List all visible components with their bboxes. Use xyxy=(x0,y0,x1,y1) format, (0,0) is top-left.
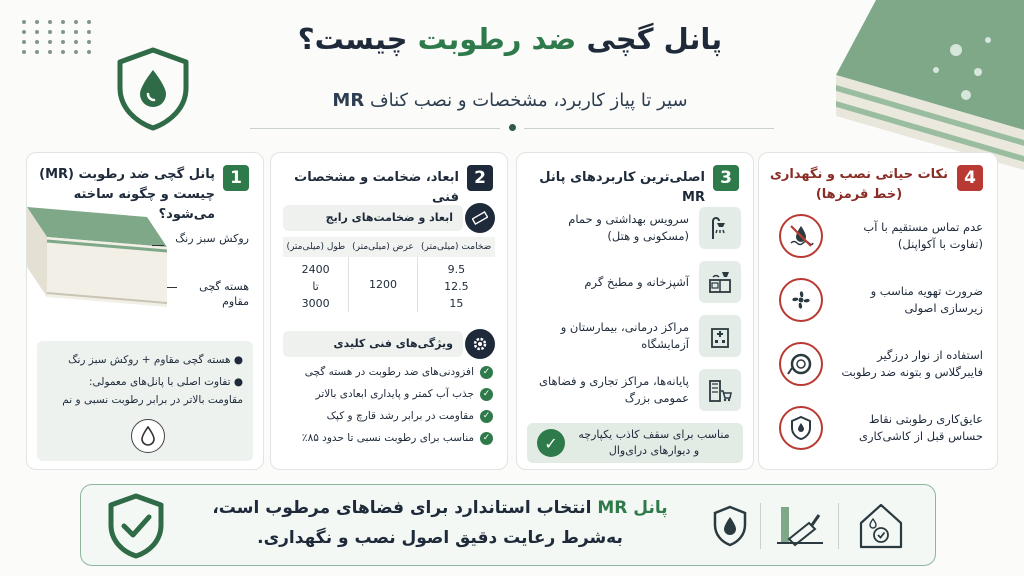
bullet-text: هسته گچی مقاوم + روکش سبز رنگ xyxy=(68,354,231,366)
coating-pointer xyxy=(152,245,164,246)
shield-drop-icon xyxy=(711,505,749,551)
feature-text: جذب آب کمتر و پایداری ابعادی بالاتر xyxy=(315,388,474,400)
card-title xyxy=(769,165,949,205)
bullet-text: تفاوت اصلی با پانل‌های معمولی: xyxy=(88,376,231,388)
application-text: سرویس بهداشتی و حمام (مسکونی و هتل) xyxy=(568,212,689,243)
length-values xyxy=(283,257,349,312)
col-thickness: ضخامت (میلی‌متر) xyxy=(421,242,492,252)
shield-check-icon xyxy=(105,493,167,563)
tip-item xyxy=(773,271,983,329)
col-width: عرض (میلی‌متر) xyxy=(352,242,414,252)
title-divider-right xyxy=(524,128,774,129)
application-item xyxy=(529,259,741,305)
application-text: مراکز درمانی، بیمارستان و آزمایشگاه xyxy=(560,320,689,351)
label-green-coating: روکش سبز رنگ xyxy=(175,232,249,245)
card-title-sub: (خط قرمزها) xyxy=(815,187,903,202)
no-water-icon xyxy=(779,214,823,258)
feature-text: مقاومت در برابر رشد قارچ و کپک xyxy=(326,410,474,422)
card-title: اصلی‌ترین کاربردهای پانل MR xyxy=(539,170,705,205)
check-circle-icon: ✓ xyxy=(537,429,565,457)
features-title: ویژگی‌های فنی کلیدی xyxy=(283,331,463,357)
feature-item xyxy=(281,365,493,379)
subtitle-mr: MR xyxy=(332,90,365,111)
thickness-value: 15 xyxy=(449,297,464,310)
dimensions-table xyxy=(283,237,495,312)
check-icon: ✓ xyxy=(480,366,493,379)
footer-mr: پانل MR xyxy=(597,498,668,518)
tip-text: ضرورت تهویه مناسب و زیرسازی اصولی xyxy=(870,284,983,315)
bullet-detail: مقاومت بالاتر در برابر رطوبت نسبی و نم xyxy=(62,394,243,406)
ruler-icon xyxy=(465,203,495,233)
check-icon: ✓ xyxy=(480,432,493,445)
card-number: 3 xyxy=(713,165,739,191)
footer-line1-rest: انتخاب استاندارد برای فضاهای مرطوب است، xyxy=(212,498,592,518)
application-text: پایانه‌ها، مراکز تجاری و فضاهای عمومی بزرگ xyxy=(539,374,689,405)
application-item xyxy=(529,367,741,413)
thickness-value: 12.5 xyxy=(444,280,469,293)
feature-item xyxy=(281,431,493,445)
card-applications xyxy=(516,152,754,470)
width-value: 1200 xyxy=(349,257,418,312)
thickness-value: 9.5 xyxy=(447,263,466,276)
length-value: تا xyxy=(312,280,319,293)
title-divider-left xyxy=(250,128,500,129)
feature-item xyxy=(281,387,493,401)
application-note xyxy=(527,423,743,463)
feature-text: افزودنی‌های ضد رطوبت در هسته گچی xyxy=(304,366,474,378)
application-item xyxy=(529,313,741,359)
title-part2: چیست؟ xyxy=(297,22,408,56)
title-divider-dot xyxy=(509,124,516,131)
drop-icon xyxy=(131,419,165,453)
decorative-dots xyxy=(22,20,94,54)
bullet-item: ● هسته گچی مقاوم + روکش سبز رنگ xyxy=(68,354,243,366)
tip-text: استفاده از نوار درزگیر فایبرگلاس و بتونه ضد رطوبت xyxy=(841,348,983,379)
dims-title: ابعاد و ضخامت‌های رایج xyxy=(283,205,463,231)
card1-notes xyxy=(37,341,253,461)
footer-divider xyxy=(760,503,761,549)
shield-drop-icon xyxy=(108,44,198,138)
gear-icon xyxy=(465,329,495,359)
application-item xyxy=(529,205,741,251)
tip-item xyxy=(773,207,983,265)
hospital-icon xyxy=(699,315,741,357)
check-icon: ✓ xyxy=(480,388,493,401)
subtitle-text: سیر تا پیاز کاربرد، مشخصات و نصب کناف xyxy=(369,90,688,111)
feature-text: مناسب برای رطوبت نسبی تا حدود ۸۵٪ xyxy=(301,432,474,444)
house-check-icon xyxy=(857,501,905,555)
wall-trowel-icon xyxy=(775,503,825,553)
title-part1: پانل گچی xyxy=(586,22,723,56)
feature-item xyxy=(281,409,493,423)
building-cart-icon xyxy=(699,369,741,411)
tip-item xyxy=(773,399,983,457)
kitchen-icon xyxy=(699,261,741,303)
page-title xyxy=(200,22,820,56)
title-highlight: ضد رطوبت xyxy=(417,22,577,56)
footer-line1 xyxy=(201,493,679,523)
page-subtitle xyxy=(200,90,820,111)
footer-text xyxy=(201,493,679,553)
shield-water-icon xyxy=(779,406,823,450)
card-title-text: نکات حیاتی نصب و نگهداری xyxy=(769,167,948,182)
footer-summary xyxy=(80,484,936,566)
footer-divider xyxy=(838,503,839,549)
length-value: 3000 xyxy=(301,297,330,310)
length-value: 2400 xyxy=(301,263,330,276)
bullet-item: ● تفاوت اصلی با پانل‌های معمولی: xyxy=(88,376,243,388)
card-number: 1 xyxy=(223,165,249,191)
application-text: آشپزخانه و مطبخ گرم xyxy=(584,274,689,289)
card-title: پانل گچی ضد رطوبت (MR) چیست و چگونه ساخته می‌شود؟ xyxy=(39,167,215,222)
card-installation-tips xyxy=(758,152,998,470)
footer-line2: به‌شرط رعایت دقیق اصول نصب و نگهداری. xyxy=(257,528,623,548)
gypsum-panel-stack-image xyxy=(816,0,1024,170)
card-number: 2 xyxy=(467,165,493,191)
card-dimensions-specs xyxy=(270,152,508,470)
card-title: ابعاد، ضخامت و مشخصات فنی xyxy=(294,170,459,205)
tip-text: عایق‌کاری رطوبتی نقاط حساس قبل از کاشی‌کاری xyxy=(858,412,983,443)
bath-shower-icon xyxy=(699,207,741,249)
fan-icon xyxy=(779,278,823,322)
card-what-is-mr xyxy=(26,152,264,470)
col-length: طول (میلی‌متر) xyxy=(286,242,346,252)
panel-cross-section-image xyxy=(27,207,167,321)
tip-text: عدم تماس مستقیم با آب (تفاوت با آکواپنل) xyxy=(863,220,983,251)
note-text: مناسب برای سقف کاذب یکپارچه و دیوارهای درای‌وال xyxy=(578,428,730,457)
thickness-values xyxy=(417,257,495,312)
check-icon: ✓ xyxy=(480,410,493,423)
tip-item xyxy=(773,335,983,393)
tape-roll-icon xyxy=(779,342,823,386)
label-gypsum-core: هسته گچی مقاوم xyxy=(199,280,249,308)
card-number: 4 xyxy=(957,165,983,191)
